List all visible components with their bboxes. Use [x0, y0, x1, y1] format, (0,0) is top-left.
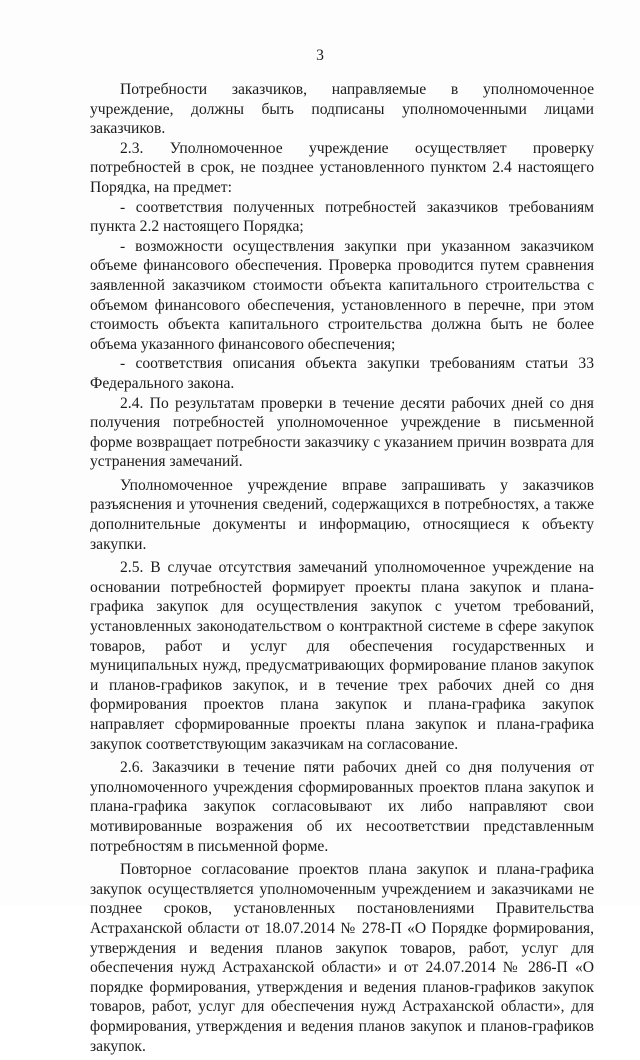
list-item-compliance-2-2: - соответствия полученных потребностей заказчиков требованиям пункта 2.2 настоящего Порядка;: [90, 198, 594, 236]
paragraph-repeat-approval: Повторное согласование проектов плана закупок и плана-графика закупок осуществляется уполномоченным учреждением и заказчиками не позднее сроков, установленных постановлениями Правительства Астраханской области от 18.07.2014 № 278-П «О Порядке формирования, утверждения и ведения планов закупок товаров, работ, услуг для обеспечения нужд Астраханской области» и от 24.07.2014 № 286-П «О порядке формирования, утверждения и ведения планов-графиков закупок товаров, работ, услуг для обеспечения нужд Астраханской области», для формирования, утверждения и ведения планов закупок и планов-графиков закупок.: [90, 861, 594, 1055]
paragraph-clarification-request: Уполномоченное учреждение вправе запрашивать у заказчиков разъяснения и уточнения сведений, содержащихся в потребностях, а также дополнительные документы и информацию, относящиеся к объекту закупки.: [90, 476, 594, 553]
paragraph-needs-signature: Потребности заказчиков, направляемые в уполномоченное учреждение, должны быть подписаны уполномоченными лицами заказчиков.: [90, 81, 594, 138]
list-item-financial-possibility: - возможности осуществления закупки при указанном заказчиком объеме финансового обеспечения. Проверка проводится путем сравнения заявленной заказчиком стоимости объекта капитального строительства с объемом финансового обеспечения, установленного в перечне, при этом стоимость объекта капитального строительства должна быть не более объема указанного финансового обеспечения;: [90, 237, 594, 353]
paragraph-2-3: 2.3. Уполномоченное учреждение осуществляет проверку потребностей в срок, не позднее установленного пунктом 2.4 настоящего Порядка, на предмет:: [90, 139, 594, 196]
document-body: [90, 80, 594, 1060]
page-number: 3: [316, 47, 324, 64]
paragraph-2-4: 2.4. По результатам проверки в течение десяти рабочих дней со дня получения потребностей уполномоченное учреждение в письменной форме возвращает потребности заказчику с указанием причин возврата для устранения замечаний.: [90, 394, 594, 471]
paragraph-2-5: 2.5. В случае отсутствия замечаний уполномоченное учреждение на основании потребностей формирует проекты плана закупок и плана-графика закупок для осуществления закупок с учетом требований, установленных законодательством о контрактной системе в сфере закупок товаров, работ и услуг для обеспечения государственных и муниципальных нужд, предусматривающих формирование планов закупок и планов-графиков закупок, и в течение трех рабочих дней со дня формирования проектов плана закупок и плана-графика закупок направляет сформированные проекты плана закупок и плана-графика закупок соответствующим заказчикам на согласование.: [90, 559, 594, 753]
list-item-article-33: - соответствия описания объекта закупки требованиям статьи 33 Федерального закона.: [90, 355, 594, 392]
paragraph-2-6: 2.6. Заказчики в течение пяти рабочих дней со дня получения от уполномоченного учреждения сформированных проектов плана закупок и плана-графика закупок согласовывают их либо направляют свои мотивированные возражения об их несоответствии представленным потребностям в письменной форме.: [90, 759, 594, 855]
